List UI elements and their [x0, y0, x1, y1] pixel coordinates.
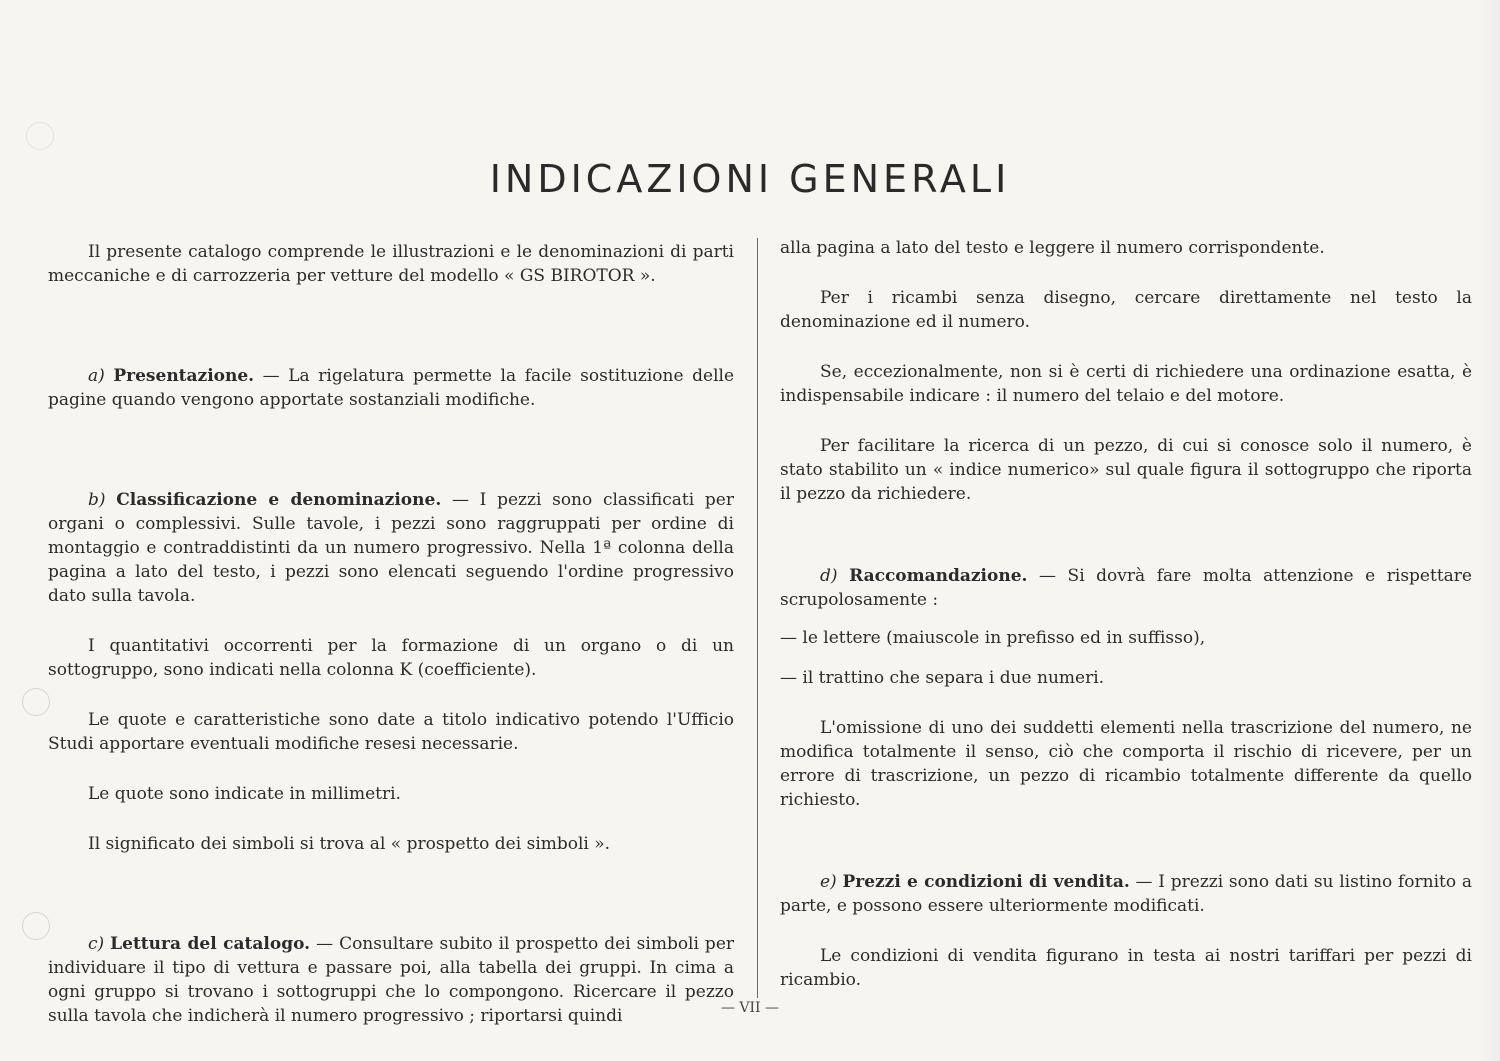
- section-e-marker: e): [820, 872, 837, 892]
- dash-item-letters: — le lettere (maiuscole in prefisso ed in suffisso),: [780, 628, 1206, 648]
- uncertain-order-paragraph: Se, eccezionalmente, non si è certi di richiedere una ordinazione esatta, è indispensabile indicare : il numero del telaio e del motore.: [780, 362, 1472, 406]
- intro-paragraph: Il presente catalogo comprende le illustrazioni e le denominazioni di parti meccaniche e di carrozzeria per vetture del modello « GS BIROTOR ».: [48, 242, 734, 286]
- quantities-paragraph: I quantitativi occorrenti per la formazione di un organo o di un sottogruppo, sono indicati nella colonna K (coefficiente).: [48, 636, 734, 680]
- section-b-classificazione: [48, 488, 734, 608]
- page-title: INDICAZIONI GENERALI: [489, 157, 1011, 202]
- column-divider: [757, 238, 758, 998]
- section-e-heading: Prezzi e condizioni di vendita.: [842, 872, 1130, 892]
- dimensions-note: Le quote e caratteristiche sono date a titolo indicativo potendo l'Ufficio Studi apportare eventuali modifiche resesi necessarie.: [48, 710, 734, 754]
- symbols-note: Il significato dei simboli si trova al « prospetto dei simboli ».: [88, 834, 611, 854]
- numeric-index-paragraph: Per facilitare la ricerca di un pezzo, di cui si conosce solo il numero, è stato stabilito un « indice numerico» sul quale figura il sottogruppo che riporta il pezzo da richiedere.: [780, 436, 1472, 504]
- section-a-presentazione: [48, 364, 734, 412]
- section-a-text: — La rigelatura permette la facile sostituzione delle pagine quando vengono apportate sostanziali modifiche.: [48, 366, 735, 410]
- page-number: — VII —: [720, 1000, 780, 1016]
- omission-warning-paragraph: L'omissione di uno dei suddetti elementi nella trascrizione del numero, ne modifica totalmente il senso, ciò che comporta il rischio di ricevere, per un errore di trascrizione, un pezzo di ricambio totalmente differente da quello richiesto.: [780, 718, 1472, 810]
- left-column: [48, 236, 734, 1028]
- section-a-heading: Presentazione.: [113, 366, 255, 386]
- section-e-prezzi: [780, 870, 1472, 918]
- sale-conditions-paragraph: Le condizioni di vendita figurano in testa ai nostri tariffari per pezzi di ricambio.: [780, 946, 1472, 990]
- section-b-text: — I pezzi sono classificati per organi o complessivi. Sulle tavole, i pezzi sono raggruppati per ordine di montaggio e contraddistinti da un numero progressivo. Nella 1ª colonna della pagina a lato del testo, i pezzi sono elencati seguendo l'ordine progressivo dato sulla tavola.: [48, 490, 734, 606]
- section-b-heading: Classificazione e denominazione.: [116, 490, 442, 510]
- section-a-marker: a): [88, 366, 105, 386]
- section-d-text: — Si dovrà fare molta attenzione e rispettare scrupolosamente :: [780, 566, 1472, 610]
- section-c-marker: c): [88, 934, 105, 954]
- punch-hole-middle: [22, 688, 50, 716]
- no-drawing-paragraph: Per i ricambi senza disegno, cercare direttamente nel testo la denominazione ed il numero.: [780, 288, 1472, 332]
- section-d-raccomandazione: [780, 564, 1472, 612]
- section-e-text: — I prezzi sono dati su listino fornito a parte, e possono essere ulteriormente modificati.: [780, 872, 1472, 916]
- punch-hole-bottom: [22, 912, 50, 940]
- units-note: Le quote sono indicate in millimetri.: [88, 784, 401, 804]
- dash-item-hyphen: — il trattino che separa i due numeri.: [780, 668, 1105, 688]
- punch-hole-top: [26, 122, 54, 150]
- continuation-paragraph: alla pagina a lato del testo e leggere il numero corrispondente.: [780, 238, 1325, 258]
- section-c-heading: Lettura del catalogo.: [110, 934, 311, 954]
- section-d-marker: d): [820, 566, 838, 586]
- section-b-marker: b): [88, 490, 106, 510]
- section-d-heading: Raccomandazione.: [849, 566, 1028, 586]
- section-c-text: — Consultare subito il prospetto dei simboli per individuare il tipo di vettura e passare poi, alla tabella dei gruppi. In cima a ogni gruppo si trovano i sottogruppi che lo compongono. Ricercare il pezzo sulla tavola che indicherà il numero progressivo ; riportarsi quindi: [48, 934, 735, 1026]
- right-column: [780, 236, 1472, 992]
